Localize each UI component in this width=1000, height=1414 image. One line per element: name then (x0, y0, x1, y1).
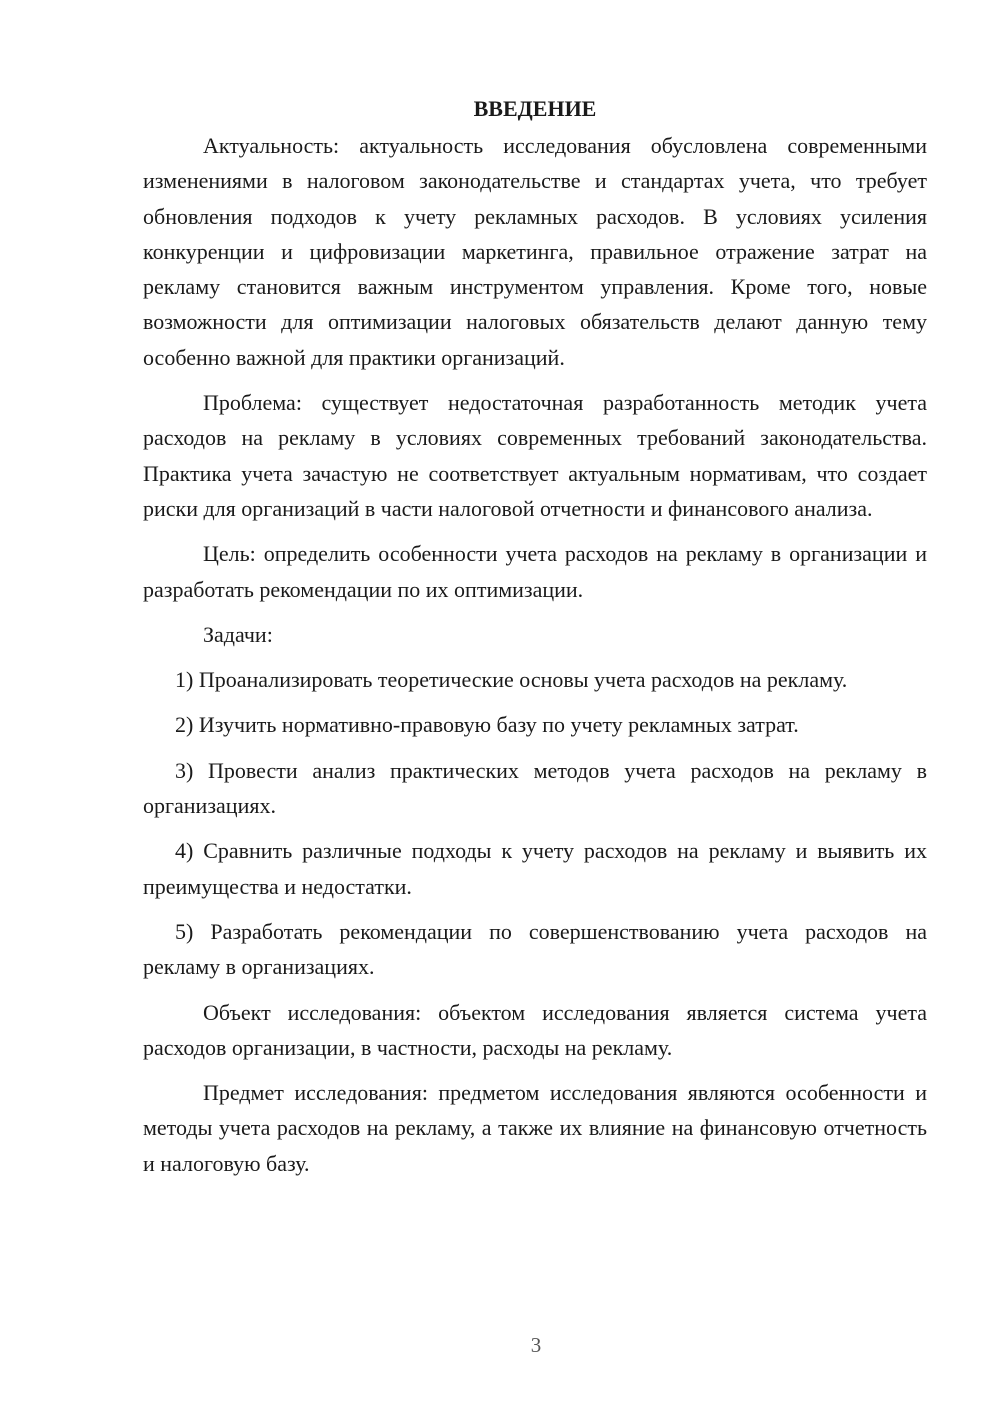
task-item-4: 4) Сравнить различные подходы к учету расходов на рекламу и выявить их преимущества и недостатки. (143, 838, 927, 899)
tasks-label: Задачи: (203, 621, 273, 647)
object-paragraph: Объект исследования: объектом исследования является система учета расходов организации, в частности, расходы на рекламу. (143, 999, 927, 1060)
section-heading: ВВЕДЕНИЕ (473, 96, 597, 121)
relevance-paragraph: Актуальность: актуальность исследования обусловлена современными изменениями в налоговом законодательстве и стандартах учета, что требует обновления подходов к учету рекламных расходов. В условиях усиления конкуренции и цифровизации маркетинга, правильное отражение затрат на рекламу становится важным инструментом управления. Кроме того, новые возможности для оптимизации налоговых обязательств делают данную тему особенно важной для практики организаций. (143, 133, 927, 370)
document-body (143, 91, 927, 1191)
task-item-2: 2) Изучить нормативно-правовую базу по учету рекламных затрат. (175, 712, 799, 738)
subject-paragraph: Предмет исследования: предметом исследования являются особенности и методы учета расходов на рекламу, а также их влияние на финансовую отчетность и налоговую базу. (143, 1080, 927, 1176)
problem-paragraph: Проблема: существует недостаточная разработанность методик учета расходов на рекламу в условиях современных требований законодательства. Практика учета зачастую не соответствует актуальным нормативам, что создает риски для организаций в части налоговой отчетности и финансового анализа. (143, 390, 927, 521)
task-item-3: 3) Провести анализ практических методов учета расходов на рекламу в организациях. (143, 757, 927, 819)
task-item-5: 5) Разработать рекомендации по совершенствованию учета расходов на рекламу в организациях. (143, 918, 927, 980)
goal-paragraph: Цель: определить особенности учета расходов на рекламу в организации и разработать рекомендации по их оптимизации. (143, 541, 927, 602)
task-item-1: 1) Проанализировать теоретические основы учета расходов на рекламу. (175, 667, 848, 693)
page-number: 3 (530, 1333, 542, 1357)
